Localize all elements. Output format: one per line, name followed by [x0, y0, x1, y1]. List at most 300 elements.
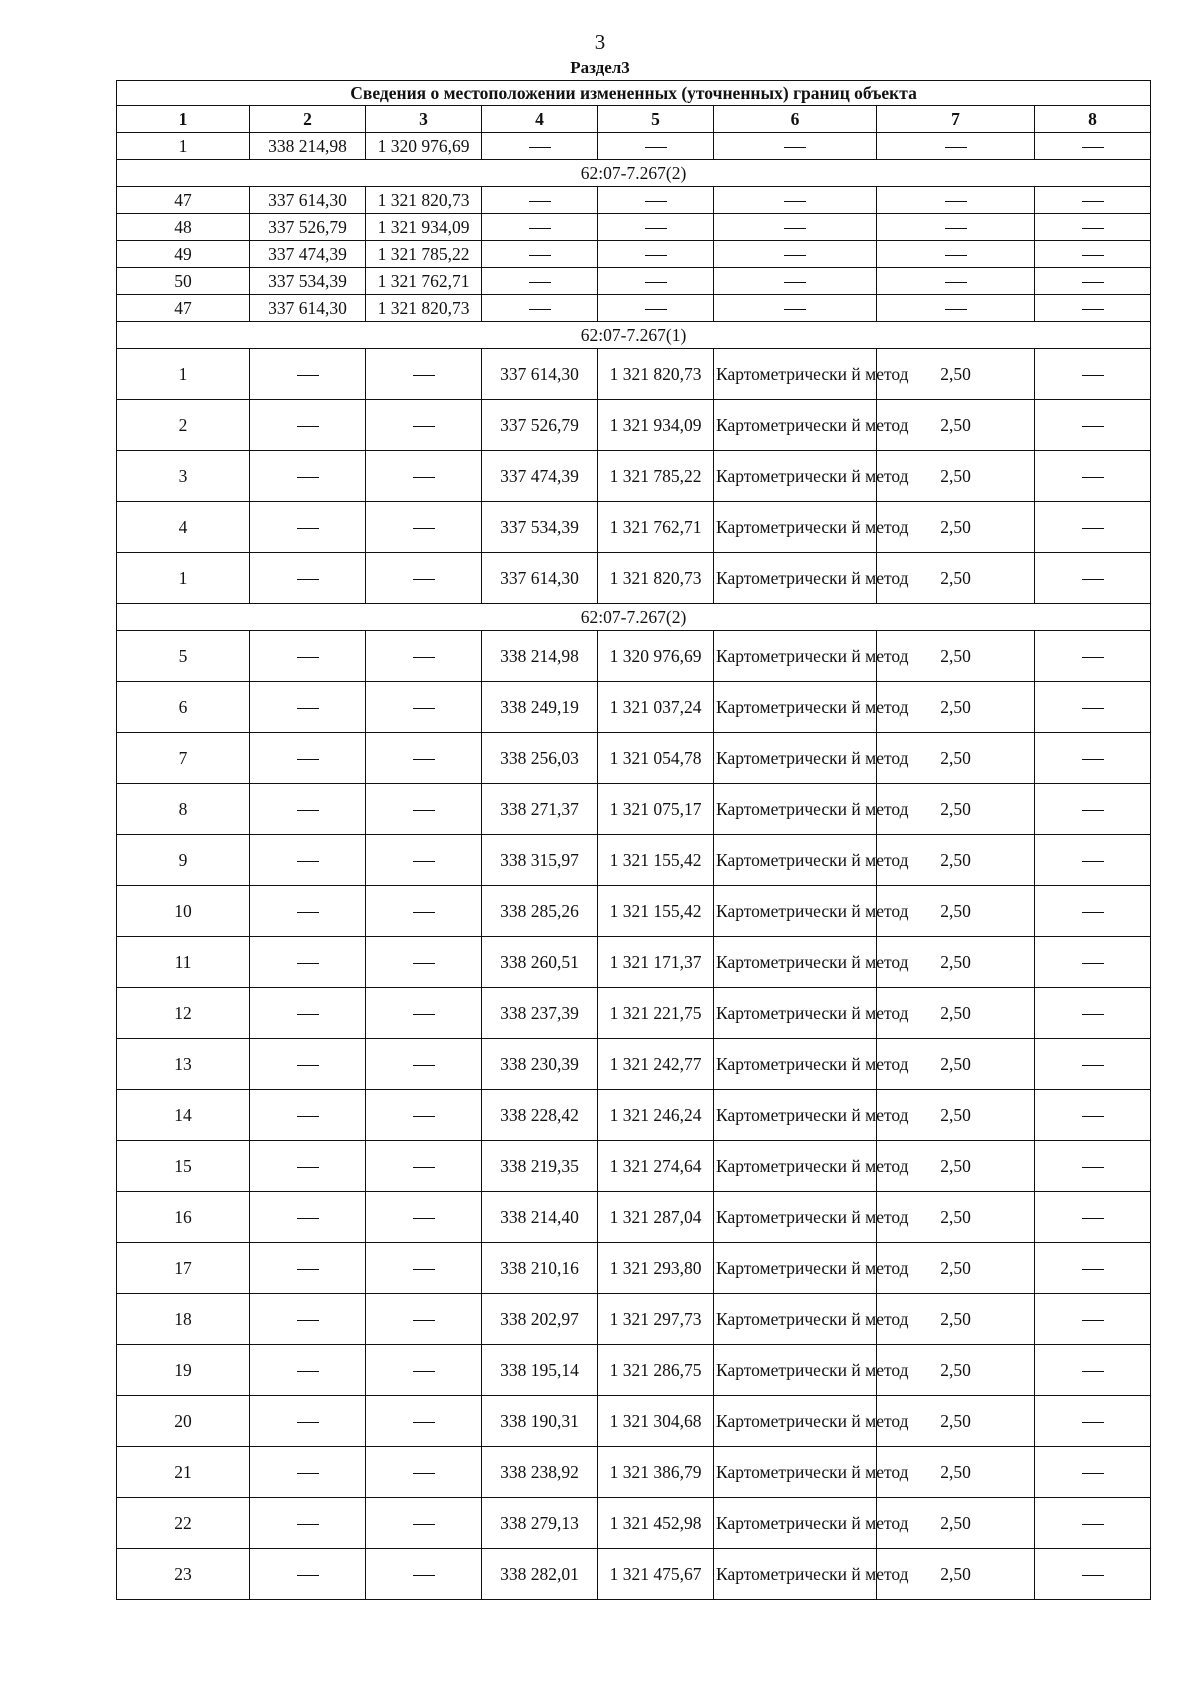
value-cell: 2,50 [877, 1243, 1035, 1294]
contour-group-row [117, 322, 1151, 349]
column-header-1: 1 [117, 106, 250, 133]
dash-mark [413, 1422, 435, 1423]
empty-value-cell [366, 1345, 482, 1396]
value-cell: 338 195,14 [482, 1345, 598, 1396]
value-cell: 1 321 054,78 [598, 733, 714, 784]
value-cell: 1 321 037,24 [598, 682, 714, 733]
empty-value-cell [366, 1039, 482, 1090]
empty-value-cell [250, 1345, 366, 1396]
point-number-cell: 11 [117, 937, 250, 988]
table-row [117, 1090, 1151, 1141]
dash-mark [297, 1524, 319, 1525]
table-row [117, 1294, 1151, 1345]
empty-value-cell [482, 187, 598, 214]
table-row [117, 502, 1151, 553]
empty-value-cell [1035, 451, 1151, 502]
value-cell: 2,50 [877, 1549, 1035, 1600]
dash-mark [1082, 963, 1104, 964]
point-number-cell: 13 [117, 1039, 250, 1090]
dash-mark [1082, 309, 1104, 310]
value-cell: 338 214,98 [250, 133, 366, 160]
method-cell: Картометрически й метод [714, 1090, 877, 1141]
dash-mark [297, 1116, 319, 1117]
empty-value-cell [714, 241, 877, 268]
empty-value-cell [250, 1549, 366, 1600]
value-cell: 338 315,97 [482, 835, 598, 886]
point-number-cell: 1 [117, 553, 250, 604]
point-number-cell: 1 [117, 349, 250, 400]
empty-value-cell [482, 295, 598, 322]
empty-value-cell [1035, 214, 1151, 241]
dash-mark [297, 657, 319, 658]
point-number-cell: 6 [117, 682, 250, 733]
point-number-cell: 48 [117, 214, 250, 241]
dash-mark [1082, 147, 1104, 148]
empty-value-cell [1035, 133, 1151, 160]
dash-mark [297, 963, 319, 964]
empty-value-cell [1035, 784, 1151, 835]
method-cell: Картометрически й метод [714, 1192, 877, 1243]
dash-mark [413, 1014, 435, 1015]
dash-mark [413, 1116, 435, 1117]
point-number-cell: 15 [117, 1141, 250, 1192]
empty-value-cell [1035, 988, 1151, 1039]
dash-mark [645, 147, 667, 148]
value-cell: 2,50 [877, 1345, 1035, 1396]
method-cell: Картометрически й метод [714, 1141, 877, 1192]
value-cell: 338 260,51 [482, 937, 598, 988]
dash-mark [784, 309, 806, 310]
value-cell: 1 321 155,42 [598, 886, 714, 937]
table-row [117, 1447, 1151, 1498]
value-cell: 337 614,30 [250, 187, 366, 214]
empty-value-cell [1035, 1192, 1151, 1243]
point-number-cell: 14 [117, 1090, 250, 1141]
table-row [117, 631, 1151, 682]
empty-value-cell [366, 451, 482, 502]
dash-mark [1082, 657, 1104, 658]
dash-mark [1082, 426, 1104, 427]
empty-value-cell [598, 187, 714, 214]
dash-mark [1082, 1167, 1104, 1168]
value-cell: 338 282,01 [482, 1549, 598, 1600]
method-cell: Картометрически й метод [714, 502, 877, 553]
value-cell: 1 321 934,09 [366, 214, 482, 241]
empty-value-cell [1035, 553, 1151, 604]
dash-mark [413, 1320, 435, 1321]
table-row [117, 295, 1151, 322]
empty-value-cell [1035, 835, 1151, 886]
value-cell: 338 238,92 [482, 1447, 598, 1498]
empty-value-cell [250, 937, 366, 988]
value-cell: 1 321 475,67 [598, 1549, 714, 1600]
value-cell: 338 256,03 [482, 733, 598, 784]
empty-value-cell [250, 835, 366, 886]
value-cell: 1 321 762,71 [598, 502, 714, 553]
dash-mark [297, 1014, 319, 1015]
point-number-cell: 16 [117, 1192, 250, 1243]
table-row [117, 1498, 1151, 1549]
method-cell: Картометрически й метод [714, 1447, 877, 1498]
empty-value-cell [1035, 295, 1151, 322]
contour-label: 62:07-7.267(2) [117, 604, 1151, 631]
method-cell: Картометрически й метод [714, 937, 877, 988]
empty-value-cell [250, 1243, 366, 1294]
empty-value-cell [598, 133, 714, 160]
value-cell: 337 474,39 [250, 241, 366, 268]
dash-mark [297, 528, 319, 529]
point-number-cell: 1 [117, 133, 250, 160]
dash-mark [413, 912, 435, 913]
table-row [117, 1345, 1151, 1396]
table-row [117, 214, 1151, 241]
value-cell: 2,50 [877, 631, 1035, 682]
value-cell: 2,50 [877, 1039, 1035, 1090]
dash-mark [645, 228, 667, 229]
point-number-cell: 8 [117, 784, 250, 835]
column-header-2: 2 [250, 106, 366, 133]
value-cell: 2,50 [877, 733, 1035, 784]
value-cell: 2,50 [877, 937, 1035, 988]
table-row [117, 451, 1151, 502]
point-number-cell: 50 [117, 268, 250, 295]
dash-mark [645, 282, 667, 283]
dash-mark [1082, 912, 1104, 913]
value-cell: 337 614,30 [482, 553, 598, 604]
value-cell: 2,50 [877, 1192, 1035, 1243]
value-cell: 338 271,37 [482, 784, 598, 835]
dash-mark [413, 426, 435, 427]
method-cell: Картометрически й метод [714, 682, 877, 733]
dash-mark [529, 309, 551, 310]
dash-mark [1082, 1473, 1104, 1474]
method-cell: Картометрически й метод [714, 451, 877, 502]
value-cell: 337 534,39 [482, 502, 598, 553]
point-number-cell: 21 [117, 1447, 250, 1498]
empty-value-cell [877, 214, 1035, 241]
empty-value-cell [250, 502, 366, 553]
dash-mark [1082, 579, 1104, 580]
empty-value-cell [1035, 631, 1151, 682]
value-cell: 2,50 [877, 1090, 1035, 1141]
empty-value-cell [1035, 1090, 1151, 1141]
empty-value-cell [1035, 400, 1151, 451]
value-cell: 1 321 274,64 [598, 1141, 714, 1192]
dash-mark [1082, 759, 1104, 760]
value-cell: 1 320 976,69 [598, 631, 714, 682]
dash-mark [413, 657, 435, 658]
table-row [117, 682, 1151, 733]
empty-value-cell [250, 886, 366, 937]
value-cell: 2,50 [877, 1396, 1035, 1447]
empty-value-cell [1035, 1141, 1151, 1192]
empty-value-cell [366, 1396, 482, 1447]
empty-value-cell [714, 295, 877, 322]
value-cell: 337 526,79 [250, 214, 366, 241]
value-cell: 2,50 [877, 682, 1035, 733]
empty-value-cell [250, 1090, 366, 1141]
empty-value-cell [1035, 1447, 1151, 1498]
empty-value-cell [366, 835, 482, 886]
empty-value-cell [366, 349, 482, 400]
empty-value-cell [250, 682, 366, 733]
dash-mark [645, 255, 667, 256]
point-number-cell: 23 [117, 1549, 250, 1600]
dash-mark [413, 1167, 435, 1168]
point-number-cell: 7 [117, 733, 250, 784]
empty-value-cell [250, 1447, 366, 1498]
empty-value-cell [482, 133, 598, 160]
method-cell: Картометрически й метод [714, 886, 877, 937]
point-number-cell: 22 [117, 1498, 250, 1549]
value-cell: 338 219,35 [482, 1141, 598, 1192]
empty-value-cell [250, 988, 366, 1039]
value-cell: 1 321 934,09 [598, 400, 714, 451]
point-number-cell: 4 [117, 502, 250, 553]
empty-value-cell [366, 682, 482, 733]
value-cell: 1 321 155,42 [598, 835, 714, 886]
empty-value-cell [366, 1447, 482, 1498]
dash-mark [1082, 282, 1104, 283]
empty-value-cell [250, 631, 366, 682]
point-number-cell: 49 [117, 241, 250, 268]
table-row [117, 1141, 1151, 1192]
value-cell: 2,50 [877, 1498, 1035, 1549]
empty-value-cell [250, 1141, 366, 1192]
table-row [117, 187, 1151, 214]
dash-mark [1082, 1218, 1104, 1219]
point-number-cell: 17 [117, 1243, 250, 1294]
value-cell: 1 320 976,69 [366, 133, 482, 160]
empty-value-cell [877, 133, 1035, 160]
dash-mark [1082, 201, 1104, 202]
value-cell: 1 321 820,73 [598, 349, 714, 400]
dash-mark [413, 810, 435, 811]
dash-mark [529, 255, 551, 256]
empty-value-cell [250, 784, 366, 835]
dash-mark [1082, 228, 1104, 229]
value-cell: 337 474,39 [482, 451, 598, 502]
dash-mark [784, 147, 806, 148]
dash-mark [1082, 375, 1104, 376]
empty-value-cell [366, 502, 482, 553]
table-row [117, 133, 1151, 160]
empty-value-cell [1035, 1498, 1151, 1549]
dash-mark [297, 1269, 319, 1270]
value-cell: 1 321 242,77 [598, 1039, 714, 1090]
empty-value-cell [250, 733, 366, 784]
dash-mark [1082, 1065, 1104, 1066]
dash-mark [413, 1371, 435, 1372]
empty-value-cell [366, 1141, 482, 1192]
dash-mark [413, 1218, 435, 1219]
dash-mark [413, 1269, 435, 1270]
column-header-8: 8 [1035, 106, 1151, 133]
dash-mark [945, 282, 967, 283]
table-row [117, 733, 1151, 784]
column-header-4: 4 [482, 106, 598, 133]
dash-mark [297, 1218, 319, 1219]
value-cell: 1 321 785,22 [366, 241, 482, 268]
dash-mark [1082, 477, 1104, 478]
empty-value-cell [1035, 1345, 1151, 1396]
empty-value-cell [1035, 1396, 1151, 1447]
value-cell: 2,50 [877, 835, 1035, 886]
empty-value-cell [877, 295, 1035, 322]
empty-value-cell [1035, 241, 1151, 268]
dash-mark [784, 228, 806, 229]
empty-value-cell [366, 1243, 482, 1294]
method-cell: Картометрически й метод [714, 631, 877, 682]
empty-value-cell [250, 349, 366, 400]
dash-mark [297, 375, 319, 376]
point-number-cell: 2 [117, 400, 250, 451]
table-row [117, 1039, 1151, 1090]
dash-mark [297, 810, 319, 811]
value-cell: 1 321 452,98 [598, 1498, 714, 1549]
empty-value-cell [1035, 886, 1151, 937]
value-cell: 2,50 [877, 988, 1035, 1039]
value-cell: 337 526,79 [482, 400, 598, 451]
table-row [117, 784, 1151, 835]
table-row [117, 886, 1151, 937]
dash-mark [1082, 1320, 1104, 1321]
dash-mark [1082, 1371, 1104, 1372]
value-cell: 338 230,39 [482, 1039, 598, 1090]
dash-mark [297, 1422, 319, 1423]
empty-value-cell [1035, 1243, 1151, 1294]
dash-mark [1082, 528, 1104, 529]
dash-mark [1082, 1524, 1104, 1525]
table-row [117, 937, 1151, 988]
dash-mark [945, 201, 967, 202]
column-header-7: 7 [877, 106, 1035, 133]
dash-mark [413, 708, 435, 709]
dash-mark [297, 426, 319, 427]
value-cell: 1 321 762,71 [366, 268, 482, 295]
value-cell: 338 285,26 [482, 886, 598, 937]
empty-value-cell [1035, 1039, 1151, 1090]
dash-mark [413, 861, 435, 862]
method-cell: Картометрически й метод [714, 1039, 877, 1090]
column-header-row [117, 106, 1151, 133]
table-row [117, 349, 1151, 400]
value-cell: 2,50 [877, 784, 1035, 835]
dash-mark [1082, 810, 1104, 811]
value-cell: 1 321 820,73 [598, 553, 714, 604]
point-number-cell: 12 [117, 988, 250, 1039]
empty-value-cell [1035, 1294, 1151, 1345]
table-row [117, 1549, 1151, 1600]
dash-mark [945, 309, 967, 310]
empty-value-cell [482, 241, 598, 268]
value-cell: 1 321 171,37 [598, 937, 714, 988]
dash-mark [413, 759, 435, 760]
table-row [117, 988, 1151, 1039]
value-cell: 2,50 [877, 451, 1035, 502]
dash-mark [297, 1167, 319, 1168]
contour-label: 62:07-7.267(1) [117, 322, 1151, 349]
empty-value-cell [598, 214, 714, 241]
empty-value-cell [1035, 1549, 1151, 1600]
value-cell: 338 214,40 [482, 1192, 598, 1243]
dash-mark [413, 477, 435, 478]
method-cell: Картометрически й метод [714, 988, 877, 1039]
value-cell: 1 321 785,22 [598, 451, 714, 502]
dash-mark [297, 708, 319, 709]
dash-mark [645, 309, 667, 310]
value-cell: 337 534,39 [250, 268, 366, 295]
dash-mark [945, 228, 967, 229]
empty-value-cell [366, 784, 482, 835]
dash-mark [413, 1473, 435, 1474]
value-cell: 1 321 386,79 [598, 1447, 714, 1498]
dash-mark [1082, 861, 1104, 862]
empty-value-cell [366, 553, 482, 604]
table-caption: Сведения о местоположении измененных (уточненных) границ объекта [117, 81, 1151, 106]
column-header-5: 5 [598, 106, 714, 133]
empty-value-cell [598, 268, 714, 295]
empty-value-cell [366, 937, 482, 988]
empty-value-cell [1035, 682, 1151, 733]
dash-mark [1082, 1269, 1104, 1270]
empty-value-cell [1035, 733, 1151, 784]
value-cell: 1 321 293,80 [598, 1243, 714, 1294]
method-cell: Картометрически й метод [714, 1498, 877, 1549]
dash-mark [1082, 255, 1104, 256]
empty-value-cell [714, 214, 877, 241]
empty-value-cell [366, 1498, 482, 1549]
dash-mark [1082, 708, 1104, 709]
empty-value-cell [366, 988, 482, 1039]
empty-value-cell [1035, 502, 1151, 553]
method-cell: Картометрически й метод [714, 733, 877, 784]
empty-value-cell [250, 553, 366, 604]
empty-value-cell [877, 268, 1035, 295]
value-cell: 338 237,39 [482, 988, 598, 1039]
dash-mark [784, 282, 806, 283]
value-cell: 338 202,97 [482, 1294, 598, 1345]
dash-mark [297, 579, 319, 580]
table-row [117, 1243, 1151, 1294]
point-number-cell: 47 [117, 295, 250, 322]
dash-mark [784, 255, 806, 256]
empty-value-cell [877, 187, 1035, 214]
value-cell: 2,50 [877, 1141, 1035, 1192]
value-cell: 1 321 221,75 [598, 988, 714, 1039]
value-cell: 1 321 287,04 [598, 1192, 714, 1243]
empty-value-cell [1035, 268, 1151, 295]
empty-value-cell [482, 214, 598, 241]
point-number-cell: 19 [117, 1345, 250, 1396]
value-cell: 1 321 286,75 [598, 1345, 714, 1396]
empty-value-cell [714, 133, 877, 160]
empty-value-cell [1035, 349, 1151, 400]
value-cell: 1 321 075,17 [598, 784, 714, 835]
value-cell: 2,50 [877, 886, 1035, 937]
table-row [117, 268, 1151, 295]
method-cell: Картометрически й метод [714, 1294, 877, 1345]
contour-group-row [117, 160, 1151, 187]
empty-value-cell [1035, 187, 1151, 214]
boundary-coordinates-table [116, 80, 1151, 1600]
dash-mark [529, 201, 551, 202]
point-number-cell: 47 [117, 187, 250, 214]
empty-value-cell [250, 1498, 366, 1549]
table-row [117, 400, 1151, 451]
point-number-cell: 20 [117, 1396, 250, 1447]
empty-value-cell [366, 631, 482, 682]
